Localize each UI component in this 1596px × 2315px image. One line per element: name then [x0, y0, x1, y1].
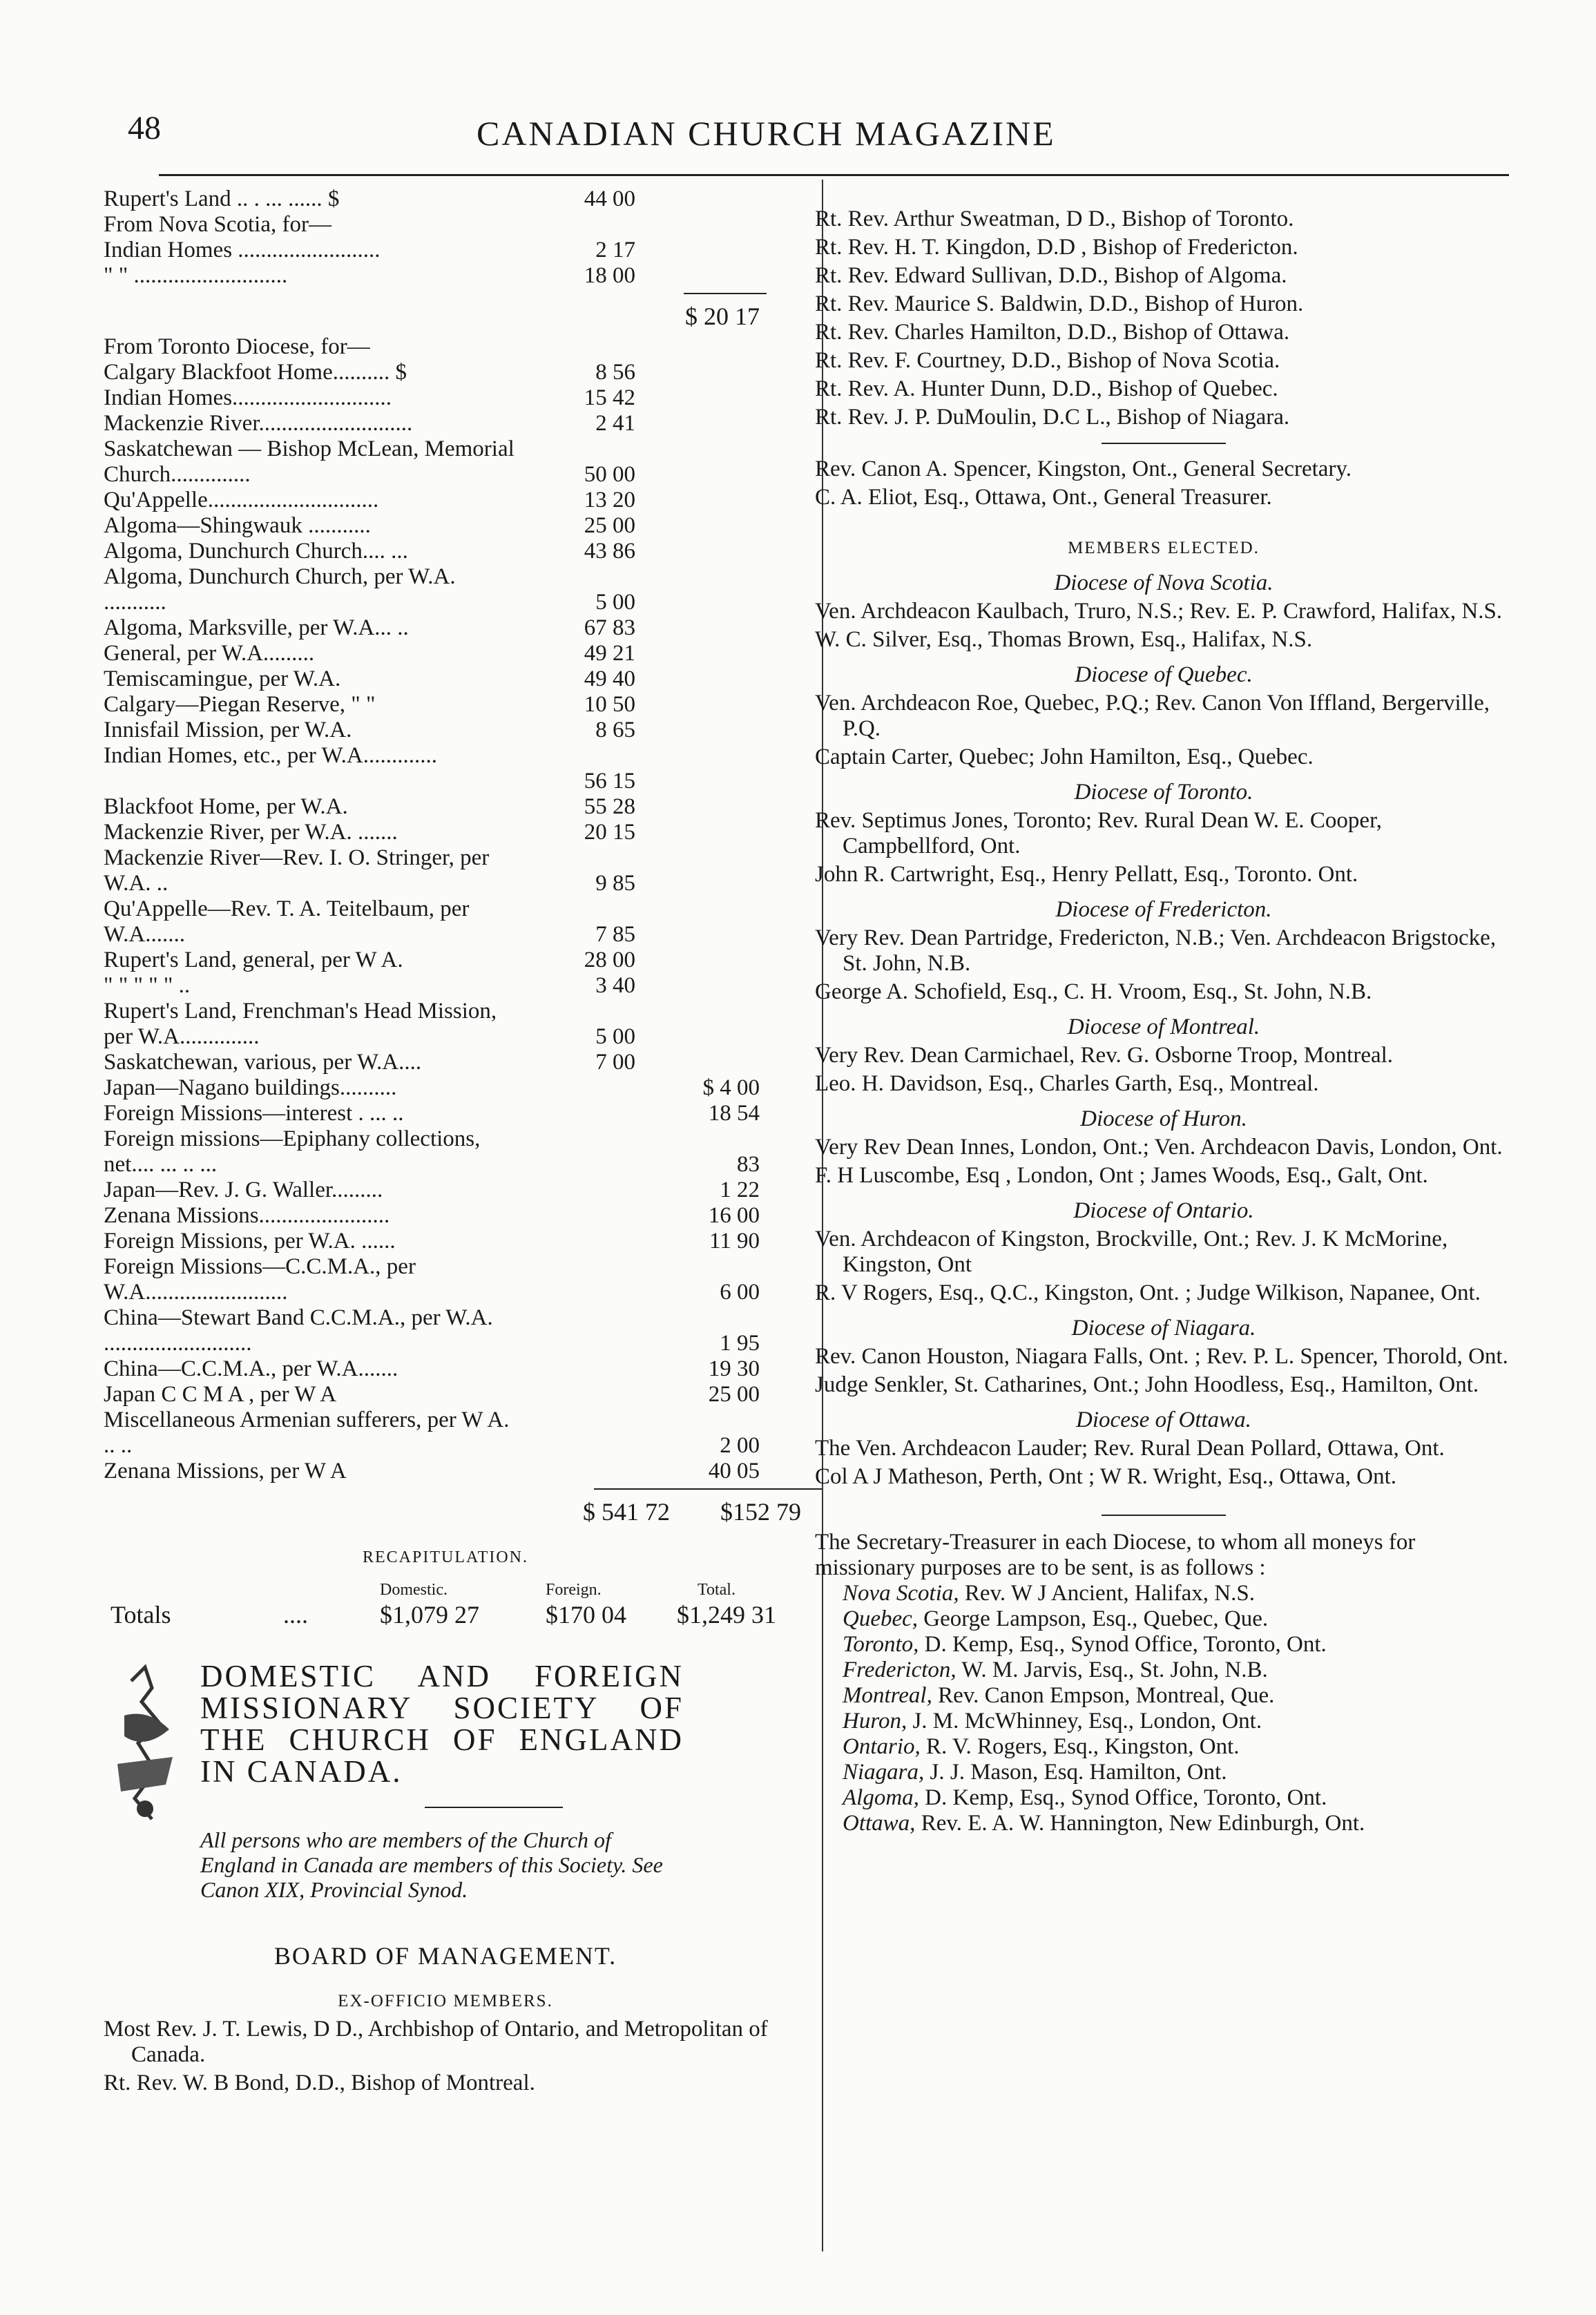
recap-row-dots: .... — [283, 1601, 308, 1629]
treasurer-diocese: Ottawa, — [843, 1811, 916, 1836]
ledger-section-2 — [104, 334, 787, 1484]
ledger-row — [104, 263, 787, 289]
ledger-label: Indian Homes............................ — [104, 385, 392, 410]
ledger-row — [104, 1254, 787, 1305]
ledger-amount-domestic: 2 41 — [595, 411, 635, 436]
ledger-amount-domestic: 43 86 — [584, 539, 635, 564]
elected-member-entry: Ven. Archdeacon Roe, Quebec, P.Q.; Rev. Canon Von Iffland, Bergerville, P.Q. — [815, 691, 1490, 741]
board-member: Rt. Rev. A. Hunter Dunn, D.D., Bishop of Quebec. — [815, 376, 1278, 401]
ledger-row — [104, 411, 787, 436]
ledger-label: Zenana Missions, per W A — [104, 1459, 347, 1483]
society-note: All persons who are members of the Church of England in Canada are members of this Society. See Canon XIX, Provincial Synod. — [200, 1827, 663, 1902]
ledger-amount-domestic: 55 28 — [584, 794, 635, 819]
elected-member-entry: Col A J Matheson, Perth, Ont ; W R. Wright, Esq., Ottawa, Ont. — [815, 1464, 1396, 1489]
ledger-amount-domestic: 56 15 — [584, 769, 635, 794]
ledger-label: China—C.C.M.A., per W.A....... — [104, 1356, 398, 1381]
ledger-row — [104, 820, 787, 845]
recap-title: RECAPITULATION. — [363, 1548, 528, 1566]
treasurer-entry — [815, 1709, 1512, 1734]
elected-member-entry: Ven. Archdeacon Kaulbach, Truro, N.S.; Rev. E. P. Crawford, Halifax, N.S. — [815, 599, 1503, 624]
society-block — [104, 1660, 787, 1902]
subtotal-amount: $ 20 17 — [685, 302, 760, 330]
elected-member-entry: Very Rev. Dean Carmichael, Rev. G. Osborne Troop, Montreal. — [815, 1043, 1394, 1068]
diocese-heading: Diocese of Quebec. — [1075, 662, 1253, 687]
recap-col-total: Total. — [698, 1581, 735, 1599]
ledger-row — [104, 1229, 787, 1254]
treasurer-entry — [815, 1811, 1512, 1836]
ledger-label: Saskatchewan — Bishop McLean, Memorial Church.............. — [104, 436, 515, 487]
ledger-amount-domestic: 28 00 — [584, 948, 635, 972]
ledger-amount-domestic: 25 00 — [584, 513, 635, 538]
left-column — [104, 186, 801, 2096]
ledger-amount-domestic: 3 40 — [595, 973, 635, 998]
treasurer-name: J. J. Mason, Esq. Hamilton, Ont. — [930, 1760, 1227, 1785]
ledger-label: Indian Homes, etc., per W.A............. — [104, 743, 437, 768]
ledger-amount-domestic: 7 85 — [595, 922, 635, 947]
ledger-label: Indian Homes ......................... — [104, 238, 381, 262]
ledger-subtotal — [104, 298, 787, 334]
ledger-label: Innisfail Mission, per W.A. — [104, 718, 352, 742]
elected-member-entry: George A. Schofield, Esq., C. H. Vroom, Esq., St. John, N.B. — [815, 979, 1372, 1004]
ledger-amount-domestic: 13 20 — [584, 488, 635, 512]
ledger-row — [104, 436, 787, 488]
ledger-label: From Nova Scotia, for— — [104, 212, 331, 237]
ledger-row — [104, 973, 787, 999]
treasurer-entry — [815, 1760, 1512, 1785]
ledger-amount-domestic: 15 42 — [584, 385, 635, 410]
treasurer-name: Rev. W J Ancient, Halifax, N.S. — [964, 1581, 1255, 1606]
ledger-row — [104, 1203, 787, 1229]
ledger-row — [104, 1050, 787, 1075]
treasurer-diocese: Fredericton, — [843, 1658, 956, 1682]
general-treasurer: C. A. Eliot, Esq., Ottawa, Ont., General Treasurer. — [815, 485, 1272, 510]
total-rule — [594, 1488, 822, 1494]
recap-domestic: $1,079 27 — [380, 1601, 479, 1629]
ledger-row — [104, 794, 787, 820]
ledger-row — [104, 488, 787, 513]
treasurer-diocese: Huron, — [843, 1709, 907, 1733]
recap-foreign: $170 04 — [546, 1601, 626, 1629]
treasurer-entry — [815, 1606, 1512, 1632]
ledger-label: Foreign missions—Epiphany collections, net.... ... .. ... — [104, 1126, 481, 1177]
diocese-heading: Diocese of Nova Scotia. — [1054, 570, 1273, 595]
treasurer-name: D. Kemp, Esq., Synod Office, Toronto, Ont. — [925, 1785, 1327, 1810]
ledger-label: Japan C C M A , per W A — [104, 1382, 337, 1407]
page-number: 48 — [128, 110, 161, 146]
ledger-amount-domestic: 8 65 — [595, 718, 635, 742]
board-member: Rt. Rev. Arthur Sweatman, D D., Bishop of Toronto. — [815, 206, 1294, 231]
ledger-row — [104, 513, 787, 539]
treasurer-diocese: Toronto, — [843, 1632, 919, 1657]
treasurer-name: R. V. Rogers, Esq., Kingston, Ont. — [926, 1734, 1240, 1759]
ledger-row — [104, 1382, 787, 1408]
ledger-row — [104, 1408, 787, 1459]
ledger-totals — [104, 1494, 801, 1530]
board-member: Most Rev. J. T. Lewis, D D., Archbishop of Ontario, and Metropolitan of Canada. — [104, 2017, 768, 2067]
diocese-heading: Diocese of Niagara. — [1071, 1316, 1256, 1341]
ledger-label: Qu'Appelle.............................. — [104, 488, 379, 512]
diocese-heading: Diocese of Huron. — [1080, 1106, 1247, 1131]
ledger-row — [104, 1075, 787, 1101]
treasurer-name: Rev. Canon Empson, Montreal, Que. — [938, 1683, 1275, 1708]
ledger-row — [104, 360, 787, 385]
ledger-amount-domestic: 18 00 — [584, 263, 635, 288]
board-title: BOARD OF MANAGEMENT. — [273, 1942, 617, 1970]
total-domestic: $ 541 72 — [583, 1498, 670, 1526]
treasurers-intro: The Secretary-Treasurer in each Diocese, to whom all moneys for missionary purposes are to be sent, is as follows : — [815, 1530, 1416, 1580]
ledger-row — [104, 385, 787, 411]
ledger-amount-domestic: 9 85 — [595, 871, 635, 896]
members-elected-title: MEMBERS ELECTED. — [1068, 539, 1260, 557]
ledger-label: Mackenzie River........................... — [104, 411, 413, 436]
diocese-heading: Diocese of Ottawa. — [1076, 1408, 1251, 1432]
elected-member-entry: Rev. Septimus Jones, Toronto; Rev. Rural Dean W. E. Cooper, Campbellford, Ont. — [815, 808, 1382, 858]
elected-member-entry: John R. Cartwright, Esq., Henry Pellatt, Esq., Toronto. Ont. — [815, 862, 1358, 887]
treasurer-entry — [815, 1658, 1512, 1683]
ledger-amount-foreign: 19 30 — [708, 1356, 760, 1381]
ledger-label: Algoma, Marksville, per W.A... .. — [104, 615, 409, 640]
ledger-label: Algoma, Dunchurch Church.... ... — [104, 539, 408, 564]
treasurer-name: J. M. McWhinney, Esq., London, Ont. — [912, 1709, 1262, 1733]
ledger-label: Rupert's Land, general, per W A. — [104, 948, 403, 972]
ledger-label: General, per W.A......... — [104, 641, 315, 666]
ledger-label: Foreign Missions—interest . ... .. — [104, 1101, 404, 1126]
treasurer-entry — [815, 1632, 1512, 1658]
ledger-label: " " ........................... — [104, 263, 288, 288]
ledger-amount-domestic: 8 56 — [595, 360, 635, 385]
treasurer-diocese: Algoma, — [843, 1785, 919, 1810]
ledger-amount-foreign: 11 90 — [709, 1229, 760, 1253]
treasurer-diocese: Nova Scotia, — [843, 1581, 959, 1606]
elected-member-entry: The Ven. Archdeacon Lauder; Rev. Rural Dean Pollard, Ottawa, Ont. — [815, 1436, 1445, 1461]
diocese-list — [815, 570, 1512, 1490]
ledger-label: Rupert's Land, Frenchman's Head Mission, per W.A.............. — [104, 999, 497, 1049]
ledger-row — [104, 539, 787, 564]
ledger-amount-foreign: 40 05 — [708, 1459, 760, 1483]
ledger-amount-foreign: 1 95 — [720, 1331, 760, 1356]
ledger-label: Blackfoot Home, per W.A. — [104, 794, 348, 819]
ledger-row — [104, 615, 787, 641]
elected-member-entry: W. C. Silver, Esq., Thomas Brown, Esq., Halifax, N.S. — [815, 627, 1313, 652]
ledger-amount-domestic: 44 00 — [584, 186, 635, 211]
elected-member-entry: Ven. Archdeacon of Kingston, Brockville, Ont.; Rev. J. K McMorine, Kingston, Ont — [815, 1227, 1448, 1277]
ledger-row — [104, 999, 787, 1050]
board-member: Rt. Rev. J. P. DuMoulin, D.C L., Bishop of Niagara. — [815, 405, 1290, 430]
recap-total: $1,249 31 — [677, 1601, 776, 1629]
board-member: Rt. Rev. W. B Bond, D.D., Bishop of Montreal. — [104, 2071, 535, 2095]
elected-member-entry: Leo. H. Davidson, Esq., Charles Garth, Esq., Montreal. — [815, 1071, 1319, 1096]
ledger-label: Mackenzie River—Rev. I. O. Stringer, per W.A. .. — [104, 845, 490, 896]
ledger-label: Rupert's Land .. . ... ...... $ — [104, 186, 340, 211]
ledger-amount-domestic: 5 00 — [595, 1024, 635, 1049]
page-header — [0, 104, 1596, 159]
ledger-amount-foreign: 2 00 — [720, 1433, 760, 1458]
elected-member-entry: F. H Luscombe, Esq , London, Ont ; James Woods, Esq., Galt, Ont. — [815, 1163, 1428, 1188]
section-rule — [1102, 1515, 1226, 1516]
ledger-label: Miscellaneous Armenian sufferers, per W A. .. .. — [104, 1408, 510, 1458]
ledger-amount-domestic: 2 17 — [595, 238, 635, 262]
ledger-row — [104, 1459, 787, 1484]
ledger-amount-foreign: 6 00 — [720, 1280, 760, 1305]
ledger-row — [104, 1126, 787, 1178]
magazine-title: CANADIAN CHURCH MAGAZINE — [477, 114, 1056, 153]
exofficio-title: EX-OFFICIO MEMBERS. — [338, 1992, 553, 2010]
ledger-amount-foreign: 18 54 — [708, 1101, 760, 1126]
ledger-label: From Toronto Diocese, for— — [104, 334, 370, 359]
ledger-row — [104, 743, 787, 794]
society-title: DOMESTIC AND FOREIGN MISSIONARY SOCIETY OF THE CHURCH OF ENGLAND IN CANADA. — [200, 1659, 684, 1789]
ledger-row — [104, 564, 787, 615]
ledger-label: " " " " " .. — [104, 973, 191, 998]
recap-table — [104, 1577, 787, 1633]
ledger-label: Zenana Missions....................... — [104, 1203, 390, 1228]
ledger-label: Calgary Blackfoot Home.......... $ — [104, 360, 407, 385]
treasurer-list — [815, 1581, 1512, 1836]
ledger-amount-foreign: 1 22 — [720, 1178, 760, 1202]
ledger-row — [104, 186, 787, 212]
treasurer-name: George Lampson, Esq., Quebec, Que. — [923, 1606, 1269, 1631]
elected-member-entry: Captain Carter, Quebec; John Hamilton, Esq., Quebec. — [815, 745, 1314, 769]
board-member: Rt. Rev. Maurice S. Baldwin, D.D., Bishop of Huron. — [815, 291, 1304, 316]
treasurer-entry — [815, 1785, 1512, 1811]
header-rule — [159, 174, 1509, 176]
ledger-label: Qu'Appelle—Rev. T. A. Teitelbaum, per W.A....... — [104, 896, 470, 947]
ledger-row — [104, 334, 787, 360]
treasurer-diocese: Ontario, — [843, 1734, 921, 1759]
ledger-amount-domestic: 50 00 — [584, 462, 635, 487]
ledger-label: Saskatchewan, various, per W.A.... — [104, 1050, 422, 1075]
ledger-label: Algoma, Dunchurch Church, per W.A. ........... — [104, 564, 456, 615]
ledger-amount-domestic: 49 40 — [584, 666, 635, 691]
treasurer-diocese: Montreal, — [843, 1683, 932, 1708]
elected-member-entry: Very Rev. Dean Partridge, Fredericton, N.B.; Ven. Archdeacon Brigstocke, St. John, N.B. — [815, 925, 1497, 976]
treasurer-diocese: Quebec, — [843, 1606, 919, 1631]
treasurer-entry — [815, 1683, 1512, 1709]
ledger-label: Algoma—Shingwauk ........... — [104, 513, 371, 538]
ledger-label: Japan—Nagano buildings.......... — [104, 1075, 397, 1100]
board-member: Rt. Rev. H. T. Kingdon, D.D , Bishop of Fredericton. — [815, 235, 1298, 260]
total-foreign: $152 79 — [720, 1498, 801, 1526]
treasurer-entry — [815, 1734, 1512, 1760]
elected-member-entry: Judge Senkler, St. Catharines, Ont.; John Hoodless, Esq., Hamilton, Ont. — [815, 1372, 1479, 1397]
ledger-label: Foreign Missions—C.C.M.A., per W.A......................... — [104, 1254, 416, 1305]
ledger-amount-domestic: 10 50 — [584, 692, 635, 717]
ledger-label: Mackenzie River, per W.A. ....... — [104, 820, 398, 845]
treasurer-entry — [815, 1581, 1512, 1606]
ledger-amount-foreign: 25 00 — [708, 1382, 760, 1407]
section-rule — [1102, 443, 1226, 444]
ledger-section-1 — [104, 186, 787, 289]
ledger-row — [104, 212, 787, 238]
ledger-label: China—Stewart Band C.C.M.A., per W.A. .......................... — [104, 1305, 493, 1356]
ledger-row — [104, 641, 787, 666]
ledger-amount-foreign: 83 — [737, 1152, 760, 1177]
diocese-heading: Diocese of Toronto. — [1074, 780, 1253, 805]
ledger-row — [104, 948, 787, 973]
board-member: Rt. Rev. Edward Sullivan, D.D., Bishop of Algoma. — [815, 263, 1287, 288]
elected-member-entry: Very Rev Dean Innes, London, Ont.; Ven. Archdeacon Davis, London, Ont. — [815, 1135, 1503, 1160]
ledger-amount-domestic: 5 00 — [595, 590, 635, 615]
board-member: Rt. Rev. Charles Hamilton, D.D., Bishop of Ottawa. — [815, 320, 1290, 345]
society-emblem-icon — [104, 1660, 193, 1833]
ledger-row — [104, 1101, 787, 1126]
diocese-heading: Diocese of Fredericton. — [1055, 897, 1272, 922]
diocese-heading: Diocese of Ontario. — [1073, 1198, 1254, 1223]
treasurer-name: Rev. E. A. W. Hannington, New Edinburgh, Ont. — [921, 1811, 1365, 1836]
ledger-label: Foreign Missions, per W.A. ...... — [104, 1229, 396, 1253]
treasurer-name: D. Kemp, Esq., Synod Office, Toronto, Ont. — [924, 1632, 1327, 1657]
ledger-row — [104, 692, 787, 718]
ledger-row — [104, 845, 787, 896]
recap-row-label: Totals — [110, 1601, 171, 1629]
treasurer-name: W. M. Jarvis, Esq., St. John, N.B. — [961, 1658, 1268, 1682]
ledger-label: Calgary—Piegan Reserve, " " — [104, 692, 376, 717]
treasurer-diocese: Niagara, — [843, 1760, 925, 1785]
ledger-row — [104, 666, 787, 692]
right-column — [815, 204, 1512, 1836]
ledger-row — [104, 718, 787, 743]
ledger-label: Japan—Rev. J. G. Waller......... — [104, 1178, 383, 1202]
elected-member-entry: R. V Rogers, Esq., Q.C., Kingston, Ont. ; Judge Wilkison, Napanee, Ont. — [815, 1280, 1481, 1305]
ledger-row — [104, 238, 787, 263]
ledger-amount-domestic: 20 15 — [584, 820, 635, 845]
recap-col-domestic: Domestic. — [380, 1581, 448, 1599]
ledger-row — [104, 1305, 787, 1356]
board-member: Rt. Rev. F. Courtney, D.D., Bishop of Nova Scotia. — [815, 348, 1280, 373]
ledger-amount-foreign: 16 00 — [708, 1203, 760, 1228]
general-secretary: Rev. Canon A. Spencer, Kingston, Ont., General Secretary. — [815, 457, 1352, 481]
recap-col-foreign: Foreign. — [546, 1581, 602, 1599]
elected-member-entry: Rev. Canon Houston, Niagara Falls, Ont. ; Rev. P. L. Spencer, Thorold, Ont. — [815, 1344, 1508, 1369]
ledger-label: Temiscamingue, per W.A. — [104, 666, 341, 691]
ledger-amount-domestic: 49 21 — [584, 641, 635, 666]
ledger-amount-domestic: 7 00 — [595, 1050, 635, 1075]
sum-rule — [684, 293, 767, 298]
ledger-row — [104, 1178, 787, 1203]
ledger-row — [104, 1356, 787, 1382]
diocese-heading: Diocese of Montreal. — [1067, 1015, 1260, 1039]
ledger-row — [104, 896, 787, 948]
ledger-amount-foreign: $ 4 00 — [702, 1075, 760, 1100]
society-rule — [425, 1807, 563, 1808]
ledger-amount-domestic: 67 83 — [584, 615, 635, 640]
